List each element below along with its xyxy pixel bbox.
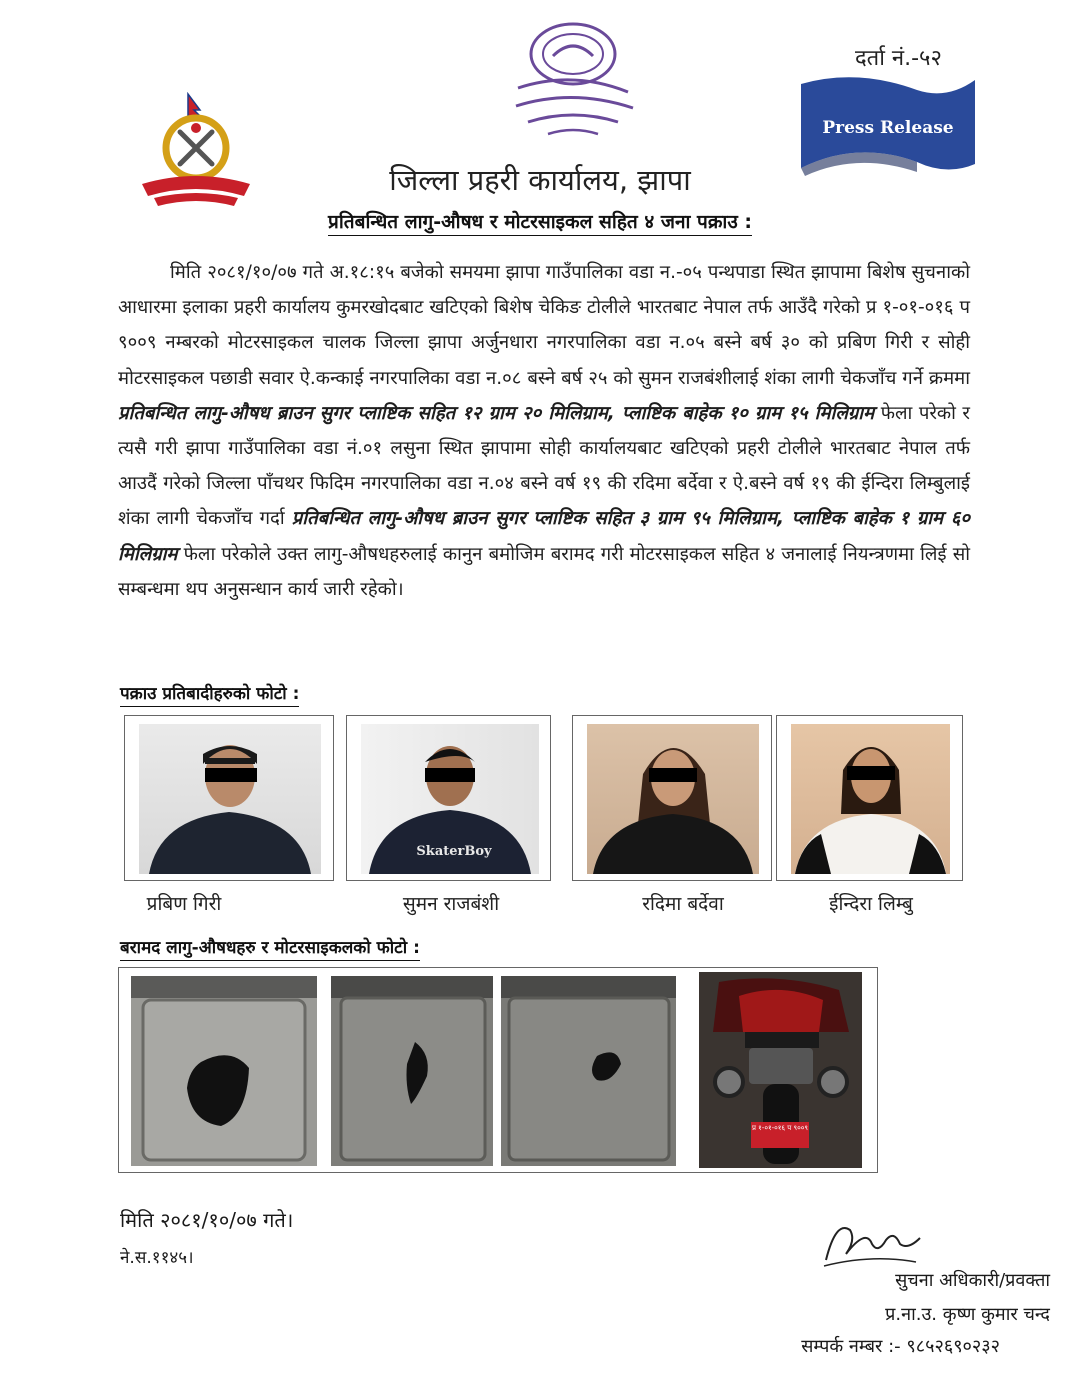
nepal-sambat-year: ने.स.११४५। (120, 1248, 194, 1268)
seized-drug-photo-3 (501, 976, 676, 1166)
accused-photo-1 (139, 724, 321, 874)
accused-photo-frame-2 (346, 715, 551, 881)
body-text-part-1: मिति २०८१/१०/०७ गते अ.१८:१५ बजेको समयमा झापा गाउँपालिका वडा न.-०५ पन्थपाडा स्थित झापामा बिशेष सुचनाको आधारमा इलाका प्रहरी कार्यालय कुमरखोदबाट खटिएको बिशेष चेकिङ टोलीले भारतबाट नेपाल तर्फ आउँदै गरेको प्र १-०१-०१६ प ९००९ नम्बरको मोटरसाइकल चालक जिल्ला झापा अर्जुनधारा नगरपालिका वडा न.०५ बस्ने बर्ष ३० को प्रबिण गिरी र सोही मोटरसाइकल पछाडी सवार ऐ.कन्काई नगरपालिका वडा न.०८ बस्ने बर्ष २५ को सुमन राजबंशीलाई शंका लागी चेकजाँच गर्ने क्रममा (118, 262, 970, 389)
seized-heading-text: बरामद लागु-औषधहरु र मोटरसाइकलको फोटो : (120, 938, 420, 961)
body-text-part-2: फेला परेको र त्यसै गरी झापा गाउँपालिका वडा नं.०१ लसुना स्थित झापामा सोही कार्यालयबाट खटिएको प्रहरी टोलीले भारतबाट नेपाल तर्फ आउदैं गरेको जिल्ला पाँचथर फिदिम नगरपालिका वडा न.०४ बस्ने वर्ष १९ की रदिमा बर्देवा र ऐ.बस्ने वर्ष १९ की ईन्दिरा लिम्बुलाई शंका लागी चेकजाँच गर्दा (118, 402, 970, 530)
headline-text: प्रतिबन्धित लागु-औषध र मोटरसाइकल सहित ४ जना पक्राउ : (328, 211, 752, 236)
body-paragraph (118, 255, 970, 607)
shirt-print-text: SkaterBoy (416, 844, 492, 859)
accused-photo-frame-1 (124, 715, 334, 881)
registration-number: दर्ता नं.-५२ (855, 46, 942, 71)
body-bold-seizure-1: प्रतिबन्धित लागु-औषध ब्राउन सुगर प्लाष्टिक सहित १२ ग्राम २० मिलिग्राम, प्लाष्टिक बाहेक १० ग्राम १५ मिलिग्राम (118, 402, 875, 424)
seized-drug-photo-1 (131, 976, 317, 1166)
headline (0, 208, 1080, 234)
seized-items-heading (120, 935, 420, 958)
accused-photos-heading (120, 681, 299, 704)
accused-photo-3 (587, 724, 759, 874)
office-title: जिल्ला प्रहरी कार्यालय, झापा (389, 163, 691, 197)
accused-name-1: प्रबिण गिरी (146, 893, 222, 915)
seized-motorcycle-photo (699, 972, 862, 1168)
district-police-office-stamp (498, 18, 648, 140)
body-text-part-3: फेला परेकोले उक्त लागु-औषधहरुलाई कानुन बमोजिम बरामद गरी मोटरसाइकल सहित ४ जनालाई नियन्त्रणमा लिई सो सम्बन्धमा थप अनुसन्धान कार्य जारी रहेको। (118, 543, 970, 600)
number-plate-text: प्र १-०१-०१६ प ९००९ (751, 1124, 809, 1132)
handwritten-signature (816, 1210, 926, 1274)
seized-drug-photo-2 (331, 976, 493, 1166)
press-release-label: Press Release (822, 118, 954, 138)
accused-photo-2 (361, 724, 539, 874)
accused-photo-4 (791, 724, 950, 874)
footer-date: मिति २०८१/१०/०७ गते। (120, 1208, 294, 1232)
accused-name-4: ईन्दिरा लिम्बु (829, 893, 913, 915)
accused-photo-frame-3 (572, 715, 772, 881)
seized-photos-frame (118, 967, 878, 1173)
accused-name-2: सुमन राजबंशी (402, 893, 500, 915)
accused-name-3: रदिमा बर्देवा (642, 893, 724, 915)
officer-name: प्र.ना.उ. कृष्ण कुमार चन्द (885, 1304, 1050, 1325)
accused-heading-text: पक्राउ प्रतिबादीहरुको फोटो : (120, 684, 299, 707)
body-bold-seizure-2: प्रतिबन्धित लागु-औषध ब्राउन सुगर प्लाष्टिक सहित ३ ग्राम ९५ मिलिग्राम, प्लाष्टिक बाहेक १ ग्राम ६० मिलिग्राम (118, 508, 970, 565)
officer-title: सुचना अधिकारी/प्रवक्ता (895, 1270, 1050, 1291)
accused-photo-frame-4 (776, 715, 963, 881)
officer-contact-number: सम्पर्क नम्बर :- ९८५२६९०२३२ (801, 1336, 1000, 1357)
